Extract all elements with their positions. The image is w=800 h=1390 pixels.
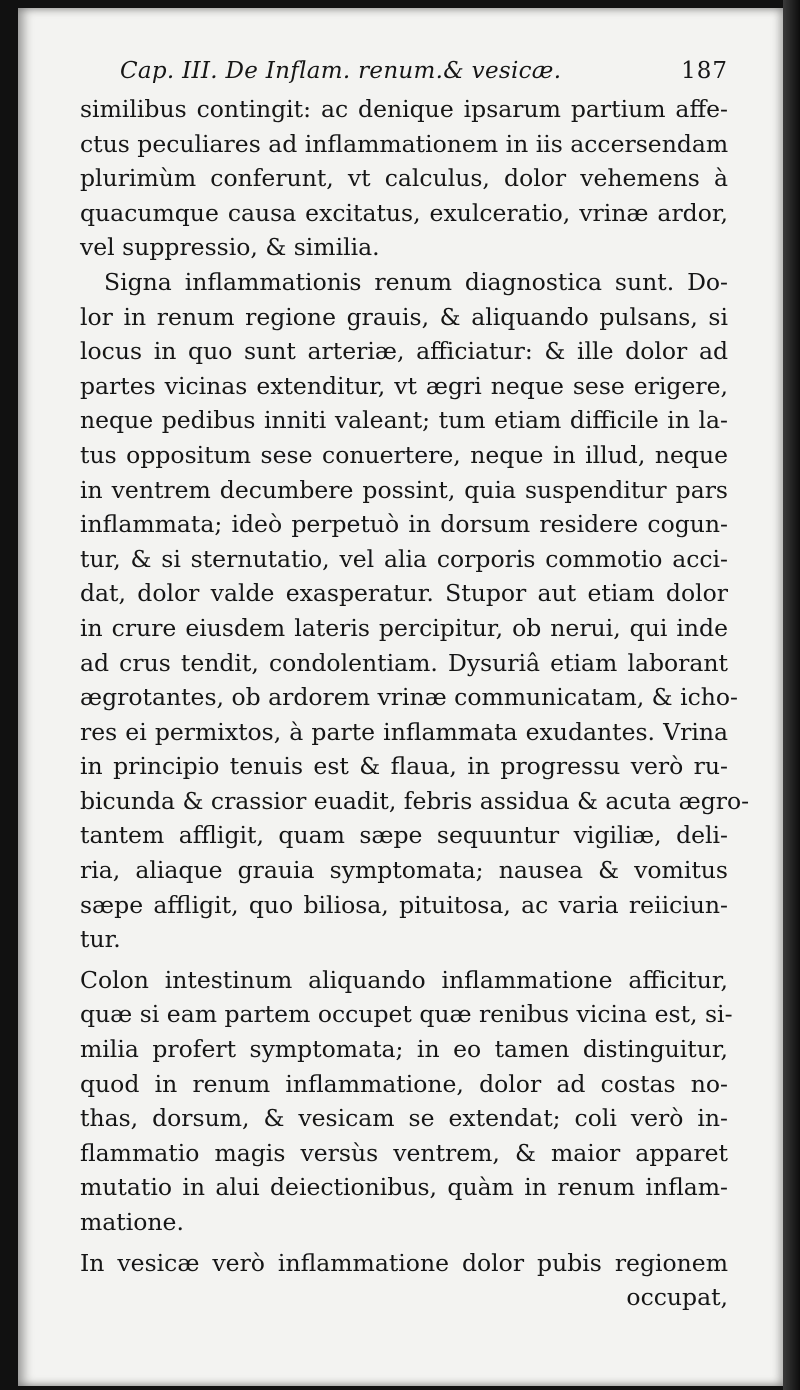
paragraph-4 (80, 1246, 728, 1281)
running-title: Cap. III. De Inflam. renum.& vesicæ. (120, 58, 562, 84)
text-line: Colon intestinum aliquando inflammatione afficitur, (80, 965, 728, 994)
text-line: ctus peculiares ad inflammationem in iis accersendam (80, 129, 729, 158)
text-line: flammatio magis versùs ventrem, & maior apparet (80, 1138, 728, 1167)
text-line: sæpe affligit, quo biliosa, pituitosa, ac varia reiiciun- (80, 890, 728, 919)
text-line: neque pedibus inniti valeant; tum etiam difficile in la- (80, 406, 728, 435)
text-line: quæ si eam partem occupet quæ renibus vicina est, si- (80, 1000, 733, 1029)
catchword: occupat, (626, 1283, 728, 1312)
text-line: res ei permixtos, à parte inflammata exudantes. Vrina (80, 717, 728, 746)
text-line: dat, dolor valde exasperatur. Stupor aut etiam dolor (80, 579, 728, 608)
text-line: similibus contingit: ac denique ipsarum partium affe- (80, 95, 728, 123)
text-line: Signa inflammationis renum diagnostica sunt. Do- (104, 267, 728, 296)
text-line: partes vicinas extenditur, vt ægri neque sese erigere, (80, 371, 728, 400)
text-line: tur, & si sternutatio, vel alia corporis commotio acci- (80, 544, 728, 573)
text-line: thas, dorsum, & vesicam se extendat; coli verò in- (80, 1104, 728, 1133)
paragraph-3 (80, 963, 733, 1240)
page-number: 187 (681, 58, 728, 84)
text-line: locus in quo sunt arteriæ, afficiatur: & ille dolor ad (80, 337, 728, 366)
text-line: quacumque causa excitatus, exulceratio, vrinæ ardor, (80, 198, 728, 227)
text-line: In vesicæ verò inflammatione dolor pubis regionem (80, 1248, 728, 1277)
paragraph-2 (80, 265, 750, 957)
text-line: mutatio in alui deiectionibus, quàm in renum inflam- (80, 1173, 728, 1202)
text-line: ægrotantes, ob ardorem vrinæ communicatam, & icho- (80, 683, 738, 712)
text-line: tus oppositum sese conuertere, neque in illud, neque (80, 440, 728, 469)
text-line: plurimùm conferunt, vt calculus, dolor vehemens à (80, 164, 728, 193)
text-line: in crure eiusdem lateris percipitur, ob nerui, qui inde (80, 613, 728, 642)
text-line: tur. (80, 925, 121, 954)
text-line: ad crus tendit, condolentiam. Dysuriâ etiam laborant (80, 648, 728, 677)
text-line: tantem affligit, quam sæpe sequuntur vigiliæ, deli- (80, 821, 728, 850)
book-page (18, 8, 783, 1386)
text-line: quod in renum inflammatione, dolor ad costas no- (80, 1069, 728, 1098)
running-header (80, 54, 728, 88)
text-line: milia profert symptomata; in eo tamen distinguitur, (80, 1035, 728, 1064)
text-line: vel suppressio, & similia. (80, 233, 380, 262)
text-line: bicunda & crassior euadit, febris assidua & acuta ægro- (80, 786, 750, 815)
text-line: lor in renum regione grauis, & aliquando pulsans, si (80, 302, 728, 331)
page-binding-edge (783, 0, 800, 1390)
text-line: in ventrem decumbere possint, quia suspenditur pars (80, 475, 728, 504)
text-line: matione. (80, 1208, 184, 1236)
text-line: ria, aliaque grauia symptomata; nausea & vomitus (80, 856, 728, 885)
text-line: inflammata; ideò perpetuò in dorsum residere cogun- (80, 510, 728, 539)
paragraph-1 (80, 92, 728, 265)
text-line: in principio tenuis est & flaua, in progressu verò ru- (80, 752, 728, 781)
text-block (80, 54, 750, 1315)
